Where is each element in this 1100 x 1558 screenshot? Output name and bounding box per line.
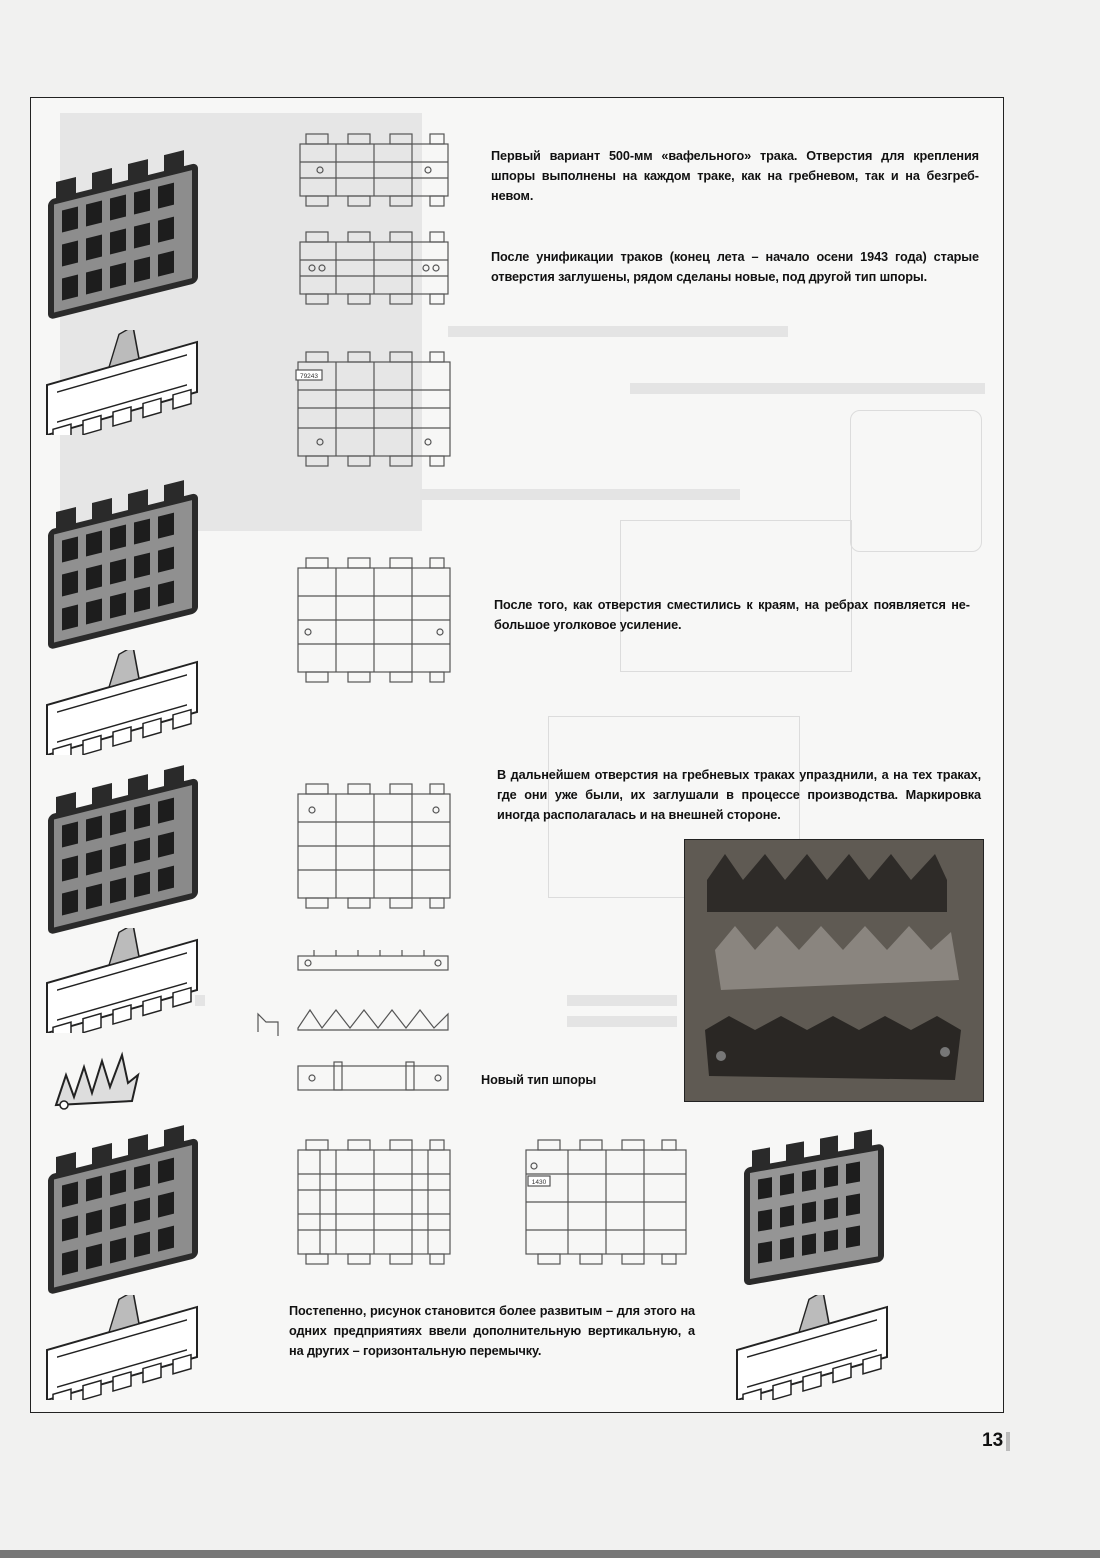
bleed-through-text — [448, 326, 788, 337]
track-plate-drawing — [290, 230, 458, 306]
plate-marking: 79243 — [299, 373, 319, 380]
caption-unification: После унификации траков (конец лета – начало осени 1943 года) старые отверстия заглушены, рядом сделаны новые, под другой тип шпоры. — [491, 250, 979, 284]
track-with-guide-horn-illustration — [42, 928, 212, 1033]
track-with-guide-horn-illustration — [732, 1295, 902, 1400]
track-plate-drawing — [290, 556, 458, 684]
caption-new-spur: Новый тип шпоры — [481, 1073, 597, 1087]
scan-bottom-edge — [0, 1550, 1100, 1558]
spur-photograph — [684, 839, 984, 1102]
caption-holes-abolished: В дальнейшем отверстия на гребневых траках упразднили, а на тех траках, где они уже были, их заглушали в процессе производства. Маркировка иногда располагалась и на внешней стороне. — [497, 768, 981, 822]
spur-drawings — [254, 948, 454, 1098]
track-plate-drawing — [290, 1138, 458, 1266]
waffle-track-illustration — [730, 1118, 900, 1288]
waffle-track-illustration — [38, 765, 218, 935]
track-plate-drawing — [290, 782, 458, 910]
waffle-track-illustration — [38, 1125, 218, 1295]
waffle-track-illustration — [38, 480, 218, 650]
bleed-through-text — [630, 383, 985, 394]
track-with-guide-horn-illustration — [42, 650, 212, 755]
track-with-guide-horn-illustration — [42, 1295, 212, 1400]
bleed-through-text — [567, 995, 677, 1006]
spur-illustration — [52, 1045, 142, 1115]
waffle-track-illustration — [38, 150, 218, 320]
bleed-through-text — [420, 489, 740, 500]
track-plate-drawing — [290, 350, 458, 468]
caption-corner-reinforcement: После того, как отверстия сместились к краям, на ребрах появляется небольшое уголковое усиление. — [494, 598, 970, 632]
bleed-through-drawing — [850, 410, 982, 552]
caption-developed-pattern: Постепенно, рисунок становится более развитым – для этого на одних предприятиях ввели дополнительную вертикальную, а на других – горизонтальную перемычку. — [289, 1304, 695, 1358]
page-edge-mark — [1006, 1432, 1010, 1451]
bleed-through-text — [567, 1016, 677, 1027]
track-with-guide-horn-illustration — [42, 330, 212, 435]
plate-marking: 1430 — [531, 1179, 547, 1186]
caption-first-variant: Первый вариант 500-мм «вафельного» трака. Отверстия для крепления шпоры выполнены на каждом траке, как на гребневом, так и на безгребневом. — [491, 149, 979, 203]
page-number: 13 — [982, 1430, 1004, 1451]
track-plate-drawing — [290, 132, 458, 208]
track-plate-drawing — [522, 1138, 690, 1266]
